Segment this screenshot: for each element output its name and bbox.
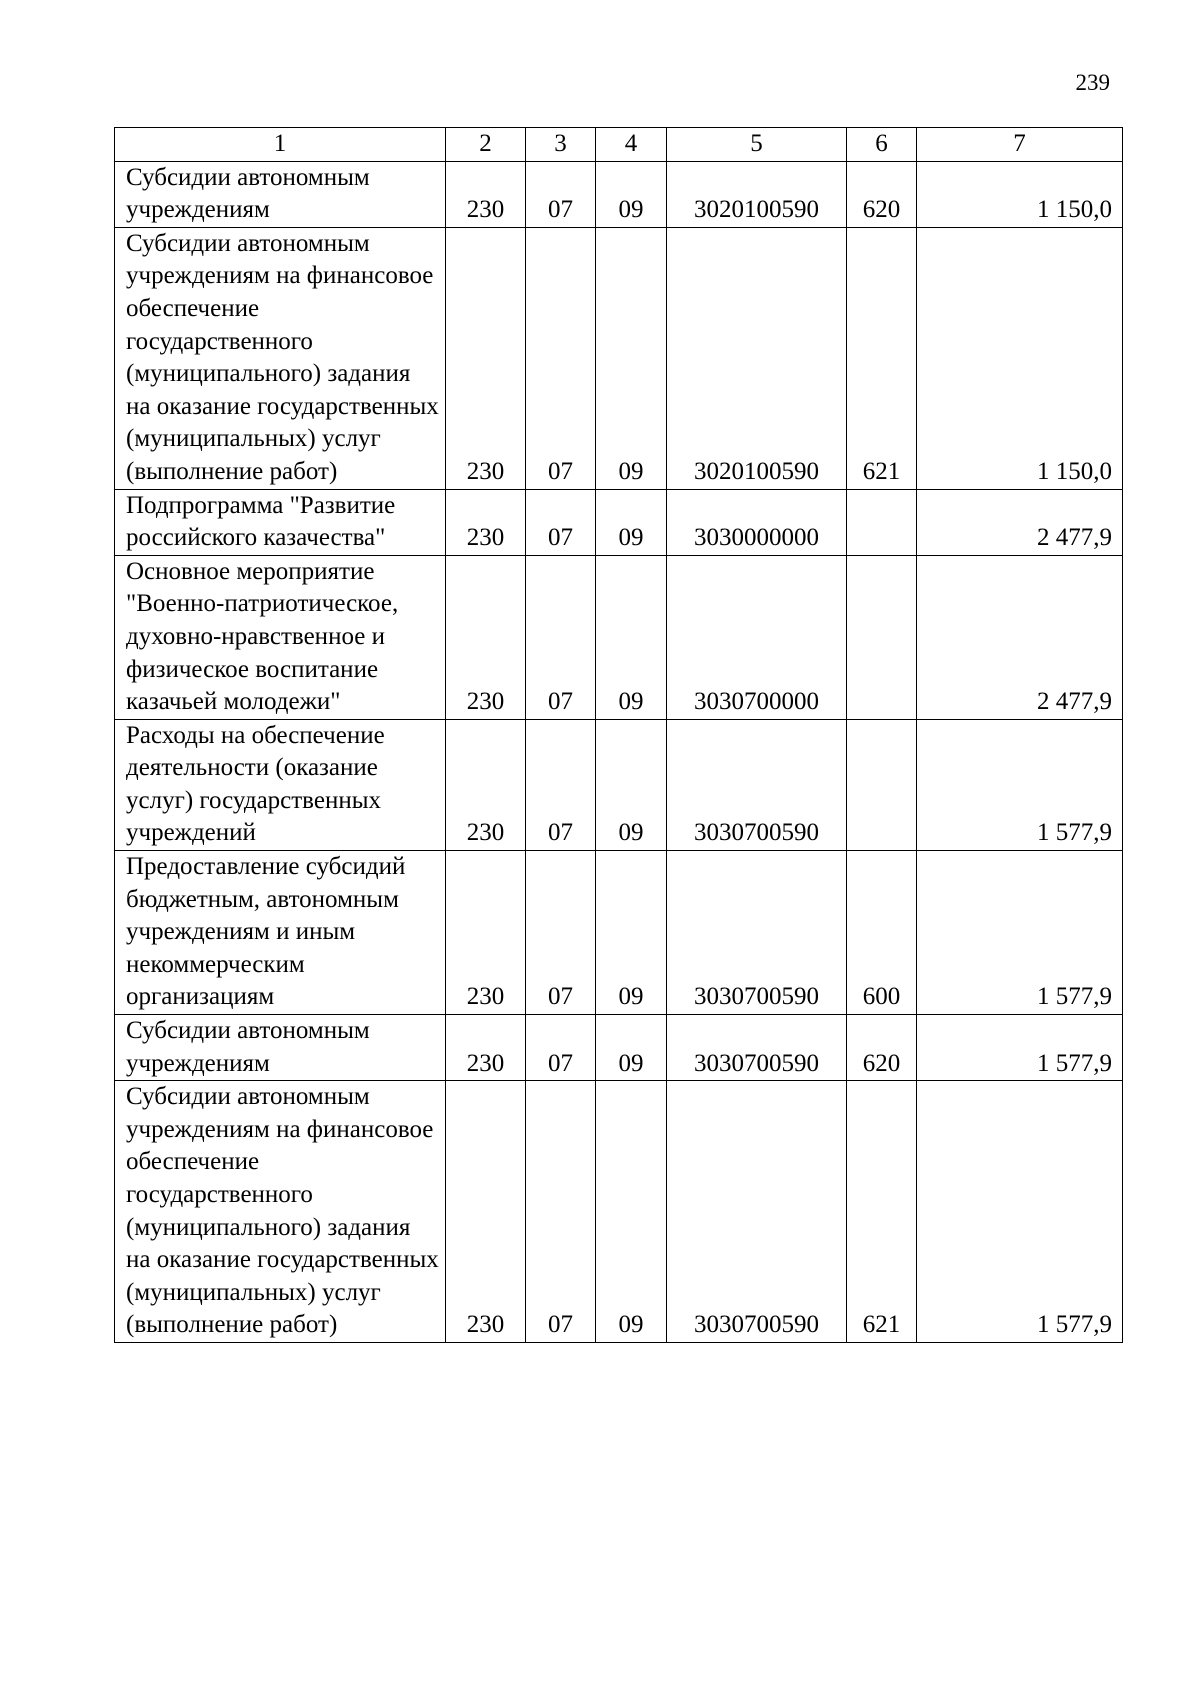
row-name: Субсидии автономным учреждениям на финансовое обеспечение государственного (муниципального) задания на оказание государственных (муниципальных) услуг (выполнение работ) (115, 1081, 446, 1343)
cell-code-5: 3030000000 (667, 489, 847, 555)
cell-code-4: 09 (596, 719, 667, 850)
cell-code-2: 230 (446, 161, 526, 227)
table-row (115, 555, 1123, 719)
cell-code-4: 09 (596, 1081, 667, 1343)
column-header-6: 6 (847, 128, 917, 162)
cell-code-5: 3030700590 (667, 719, 847, 850)
cell-code-4: 09 (596, 161, 667, 227)
cell-code-2: 230 (446, 719, 526, 850)
cell-code-3: 07 (526, 227, 596, 489)
cell-amount: 1 577,9 (917, 719, 1123, 850)
cell-code-6: 600 (847, 851, 917, 1015)
cell-code-4: 09 (596, 851, 667, 1015)
table-row (115, 1015, 1123, 1081)
cell-code-6: 621 (847, 227, 917, 489)
cell-code-2: 230 (446, 227, 526, 489)
cell-code-5: 3020100590 (667, 161, 847, 227)
column-header-2: 2 (446, 128, 526, 162)
row-name: Подпрограмма "Развитие российского казачества" (115, 489, 446, 555)
row-name: Предоставление субсидий бюджетным, автономным учреждениям и иным некоммерческим организациям (115, 851, 446, 1015)
table-row (115, 1081, 1123, 1343)
cell-code-2: 230 (446, 851, 526, 1015)
cell-code-3: 07 (526, 719, 596, 850)
cell-amount: 1 150,0 (917, 161, 1123, 227)
column-header-7: 7 (917, 128, 1123, 162)
cell-amount: 2 477,9 (917, 489, 1123, 555)
page-number: 239 (1075, 70, 1110, 95)
cell-amount: 1 577,9 (917, 851, 1123, 1015)
row-name: Субсидии автономным учреждениям (115, 1015, 446, 1081)
table-row (115, 227, 1123, 489)
cell-code-4: 09 (596, 555, 667, 719)
cell-code-6: 620 (847, 1015, 917, 1081)
cell-amount: 1 577,9 (917, 1081, 1123, 1343)
cell-code-3: 07 (526, 851, 596, 1015)
cell-code-3: 07 (526, 1015, 596, 1081)
cell-code-6: 620 (847, 161, 917, 227)
budget-table (114, 127, 1123, 1343)
cell-code-2: 230 (446, 1015, 526, 1081)
header-row (115, 128, 1123, 162)
cell-code-5: 3020100590 (667, 227, 847, 489)
cell-code-5: 3030700590 (667, 851, 847, 1015)
cell-code-3: 07 (526, 1081, 596, 1343)
cell-code-4: 09 (596, 1015, 667, 1081)
cell-code-3: 07 (526, 161, 596, 227)
cell-amount: 1 577,9 (917, 1015, 1123, 1081)
cell-amount: 2 477,9 (917, 555, 1123, 719)
cell-code-2: 230 (446, 489, 526, 555)
cell-code-4: 09 (596, 227, 667, 489)
cell-code-6: 621 (847, 1081, 917, 1343)
row-name: Основное мероприятие "Военно-патриотическое, духовно-нравственное и физическое воспитание казачьей молодежи" (115, 555, 446, 719)
table-row (115, 489, 1123, 555)
cell-code-6 (847, 719, 917, 850)
row-name: Субсидии автономным учреждениям на финансовое обеспечение государственного (муниципального) задания на оказание государственных (муниципальных) услуг (выполнение работ) (115, 227, 446, 489)
cell-code-6 (847, 489, 917, 555)
table-row (115, 851, 1123, 1015)
column-header-5: 5 (667, 128, 847, 162)
cell-code-5: 3030700590 (667, 1081, 847, 1343)
row-name: Расходы на обеспечение деятельности (оказание услуг) государственных учреждений (115, 719, 446, 850)
row-name: Субсидии автономным учреждениям (115, 161, 446, 227)
cell-code-4: 09 (596, 489, 667, 555)
cell-code-3: 07 (526, 489, 596, 555)
column-header-1: 1 (115, 128, 446, 162)
table-row (115, 719, 1123, 850)
cell-code-5: 3030700000 (667, 555, 847, 719)
column-header-3: 3 (526, 128, 596, 162)
cell-code-3: 07 (526, 555, 596, 719)
cell-code-5: 3030700590 (667, 1015, 847, 1081)
cell-code-2: 230 (446, 1081, 526, 1343)
cell-code-6 (847, 555, 917, 719)
column-header-4: 4 (596, 128, 667, 162)
table-row (115, 161, 1123, 227)
cell-amount: 1 150,0 (917, 227, 1123, 489)
cell-code-2: 230 (446, 555, 526, 719)
